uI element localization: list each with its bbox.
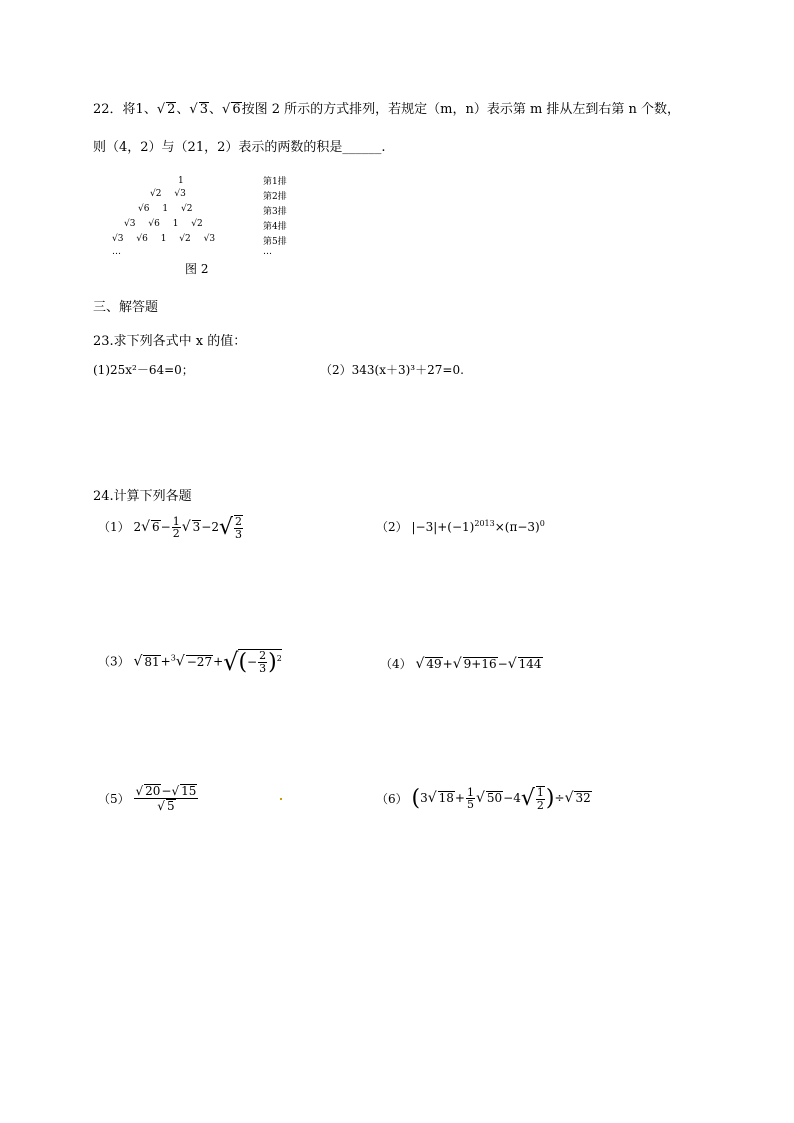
q24-part5: （5） $\frac{√ 20-√ 15}{√ 5}$ bbox=[98, 784, 197, 814]
sqrt-2: √ 2 bbox=[156, 102, 176, 117]
fig-row-4: √3 √6 1 √2 bbox=[124, 219, 203, 229]
row-label-3: 第3排 bbox=[263, 207, 287, 217]
fig-row-5: √3 √6 1 √2 √3 bbox=[112, 234, 216, 244]
q22-text-b: 按图 2 所示的方式排列，若规定（m，n）表示第 m 排从左到右第 n 个数， bbox=[241, 102, 681, 117]
section-title: 三、解答题 bbox=[93, 300, 159, 315]
sqrt-3: √ 3 bbox=[189, 102, 208, 117]
fig-ellipsis-right: … bbox=[263, 247, 272, 257]
fig-row-2: √2 √3 bbox=[150, 189, 186, 199]
row-label-2: 第2排 bbox=[263, 192, 287, 202]
q24-part1: （1） 2√ 6− $\frac{1}{2}$ √ 3−2√ $\frac{2}{3}$ bbox=[98, 514, 243, 541]
figure-caption: 图 2 bbox=[185, 262, 209, 276]
q22-line2: 则（4，2）与（21，2）表示的两数的积是______. bbox=[93, 140, 386, 155]
fig-ellipsis-left: … bbox=[112, 247, 121, 257]
sqrt-6: √ 6 bbox=[222, 102, 241, 117]
q24-title: 24.计算下列各题 bbox=[93, 489, 192, 504]
fig-row-1: 1 bbox=[178, 176, 184, 186]
row-label-4: 第4排 bbox=[263, 222, 287, 232]
q24-part6: （6） (3√ 18+ $\frac{1}{5}$ √ 50−4√ $\frac{1}{2}$ )÷√ 32 bbox=[376, 785, 591, 812]
figure-2 bbox=[100, 170, 300, 280]
q24-part3: （3） √ 81+$^3$√ −27+√(− $\frac{2}{3}$ )$^2$ bbox=[98, 648, 282, 676]
fig-row-3: √6 1 √2 bbox=[138, 204, 193, 214]
q24-part2: （2） $|-3|+(-1)^{2013}\times(\pi-3)^0$ bbox=[376, 519, 545, 534]
stray-dot bbox=[280, 798, 282, 800]
q22-line1: 22．将1、√ 2、√ 3、√ 6按图 2 所示的方式排列，若规定（m，n）表示第 m 排从左到右第 n 个数， bbox=[93, 102, 681, 117]
row-label-1: 第1排 bbox=[263, 177, 287, 187]
q23-part1: (1)25x²－64=0； bbox=[93, 363, 194, 377]
q22-text-a: 22．将1、 bbox=[93, 102, 157, 117]
row-label-5: 第5排 bbox=[263, 237, 287, 247]
q23-title: 23.求下列各式中 x 的值： bbox=[93, 334, 247, 349]
q23-part2: （2）343(x＋3)³＋27=0. bbox=[320, 363, 464, 377]
q24-part4: （4） √ 49+√ 9+16−√ 144 bbox=[380, 656, 542, 672]
